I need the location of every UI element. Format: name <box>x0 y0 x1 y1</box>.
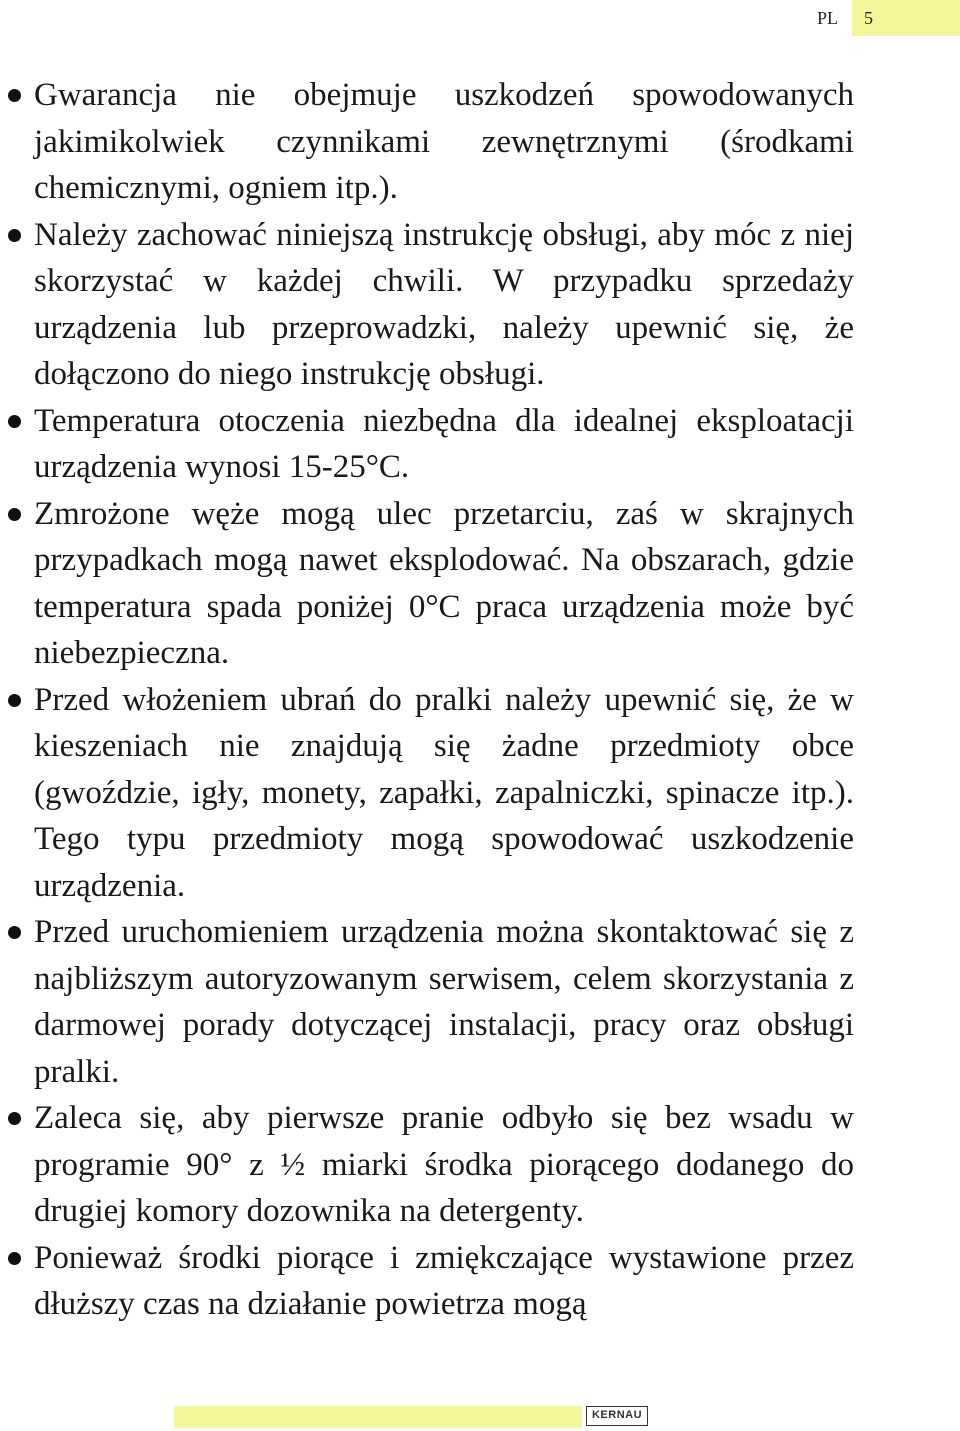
bullet-icon <box>8 926 21 939</box>
list-item <box>34 1235 854 1328</box>
list-item-text: Gwarancja nie obejmuje uszkodzeń spowodowanych jakimikolwiek czynnikami zewnętrznymi (środkami chemicznymi, ogniem itp.). <box>34 77 854 206</box>
list-item-text: Należy zachować niniejszą instrukcję obsługi, aby móc z niej skorzystać w każdej chwili. W przypadku sprzedaży urządzenia lub przeprowadzki, należy upewnić się, że dołączono do niego instrukcję obsługi. <box>34 216 854 392</box>
list-item-text: Ponieważ środki piorące i zmiękczające wystawione przez dłuższy czas na działanie powietrza mogą <box>34 1239 854 1322</box>
bullet-icon <box>8 1112 21 1125</box>
bullet-icon <box>8 415 21 428</box>
list-item-text: Zaleca się, aby pierwsze pranie odbyło się bez wsadu w programie 90° z ½ miarki środka piorącego dodanego do drugiej komory dozownika na detergenty. <box>34 1100 854 1229</box>
list-item <box>34 72 854 212</box>
page-content <box>0 72 960 1328</box>
list-item <box>34 212 854 398</box>
list-item-text: Zmrożone węże mogą ulec przetarciu, zaś w skrajnych przypadkach mogą nawet eksplodować. Na obszarach, gdzie temperatura spada poniżej 0°C praca urządzenia może być niebezpieczna. <box>34 495 854 671</box>
list-item <box>34 909 854 1095</box>
list-item-text: Temperatura otoczenia niezbędna dla idealnej eksploatacji urządzenia wynosi 15-25°C. <box>34 402 854 485</box>
bullet-icon <box>8 1252 21 1265</box>
page-number: 5 <box>852 0 960 36</box>
list-item <box>34 491 854 677</box>
bullet-icon <box>8 694 21 707</box>
bullet-icon <box>8 89 21 102</box>
language-code: PL <box>816 8 838 28</box>
list-item <box>34 1095 854 1235</box>
list-item-text: Przed uruchomieniem urządzenia można skontaktować się z najbliższym autoryzowanym serwisem, celem skorzystania z darmowej porady dotyczącej instalacji, pracy oraz obsługi pralki. <box>34 914 854 1090</box>
bullet-icon <box>8 229 21 242</box>
brand-logo: KERNAU <box>586 1406 648 1426</box>
list-item-text: Przed włożeniem ubrań do pralki należy upewnić się, że w kieszeniach nie znajdują się żadne przedmioty obce (gwoździe, igły, monety, zapałki, zapalniczki, spinacze itp.). Tego typu przedmioty mogą spowodować uszkodzenie urządzenia. <box>34 681 854 904</box>
bullet-icon <box>8 508 21 521</box>
list-item <box>34 398 854 491</box>
footer-accent-bar <box>174 1406 582 1428</box>
page-header <box>817 0 960 36</box>
list-item <box>34 677 854 910</box>
bullet-list <box>0 72 960 1328</box>
